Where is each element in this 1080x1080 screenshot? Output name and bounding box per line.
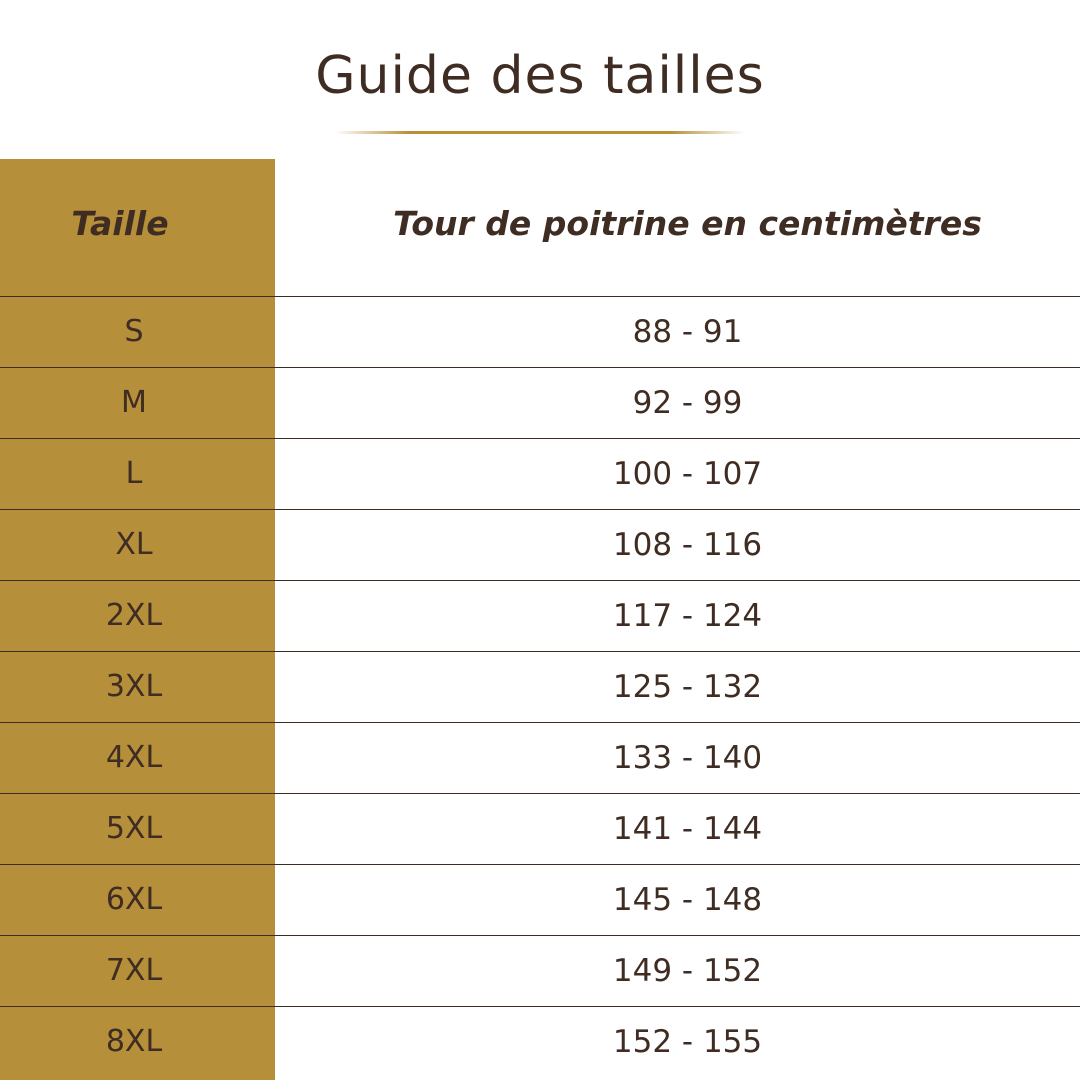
cell-size: 7XL [105,953,163,988]
table-row [0,864,1080,935]
cell-chest-range: 141 - 144 [612,811,763,847]
table-row [0,509,1080,580]
table-header-row [0,159,1080,296]
table-row [0,793,1080,864]
cell-size: L [125,456,143,491]
header-chest-measure: Tour de poitrine en centimètres [393,204,982,243]
cell-chest-range: 125 - 132 [612,669,763,705]
table-body [0,296,1080,1077]
size-guide-table [0,159,1080,1080]
table-row [0,1006,1080,1077]
title-divider [335,131,745,134]
cell-chest-range: 108 - 116 [612,527,763,563]
table-row [0,438,1080,509]
table-row [0,367,1080,438]
cell-size: 4XL [105,740,163,775]
page-title: Guide des tailles [315,46,765,106]
cell-size: S [124,314,144,349]
cell-chest-range: 133 - 140 [612,740,763,776]
header-size: Taille [71,204,169,243]
cell-size: XL [115,527,153,562]
cell-chest-range: 92 - 99 [632,385,743,421]
cell-size: 8XL [105,1024,163,1059]
cell-size: M [121,385,147,420]
cell-chest-range: 100 - 107 [612,456,763,492]
table-row [0,580,1080,651]
table-row [0,296,1080,367]
cell-chest-range: 88 - 91 [632,314,743,350]
cell-size: 5XL [105,811,163,846]
cell-chest-range: 117 - 124 [612,598,763,634]
cell-size: 3XL [105,669,163,704]
cell-chest-range: 149 - 152 [612,953,763,989]
cell-size: 2XL [105,598,163,633]
cell-chest-range: 145 - 148 [612,882,763,918]
table-row [0,722,1080,793]
cell-size: 6XL [105,882,163,917]
table-row [0,651,1080,722]
table-row [0,935,1080,1006]
cell-chest-range: 152 - 155 [612,1024,763,1060]
